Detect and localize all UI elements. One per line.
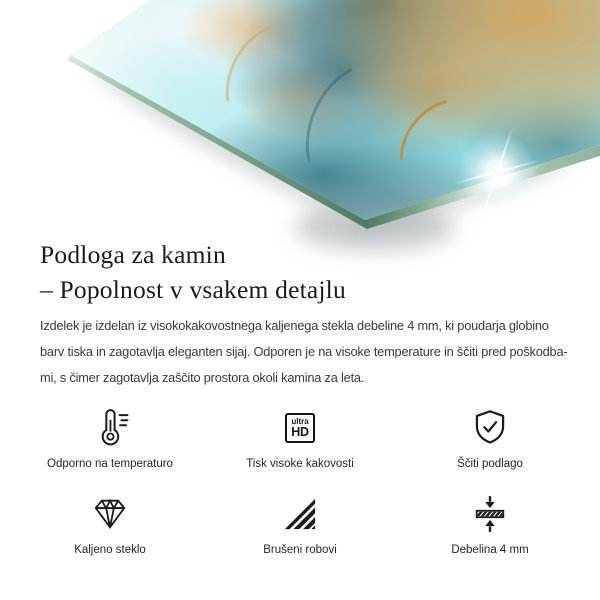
- feature-item-thickness: [395, 492, 585, 556]
- uhd-badge-bottom: HD: [291, 425, 309, 439]
- feature-item-temperature: [15, 406, 205, 470]
- ultra-hd-icon: [285, 406, 315, 450]
- feature-item-polished-edges: [205, 492, 395, 556]
- shield-check-icon: [468, 406, 512, 450]
- product-info-section: [0, 237, 600, 556]
- description-line: mi, s čimer zagotavlja zaščito prostora okoli kamina za leta.: [40, 370, 365, 385]
- feature-label: Kaljeno steklo: [74, 544, 146, 556]
- feature-item-print-quality: [205, 406, 395, 470]
- beveled-edge-icon: [278, 492, 322, 536]
- description-line: Izdelek je izdelan iz visokokakovostnega kaljenega stekla debeline 4 mm, ki poudarja globino: [40, 318, 549, 333]
- description-line: barv tiska in zagotavlja eleganten sijaj. Odporen je na visoke temperature in ščiti pred poškodba-: [40, 344, 568, 359]
- feature-label: Odporno na temperaturo: [47, 458, 173, 470]
- teal-vein: [286, 46, 430, 210]
- page-title: [40, 237, 560, 307]
- features-grid: [15, 406, 585, 556]
- product-photo: [0, 0, 600, 233]
- feature-label: Brušeni robovi: [263, 544, 337, 556]
- uhd-badge-top: ultra: [291, 417, 309, 426]
- diamond-icon: [87, 492, 133, 536]
- product-description: [40, 313, 568, 391]
- feature-label: Ščiti podlago: [457, 458, 523, 470]
- feature-label: Tisk visoke kakovosti: [246, 458, 354, 470]
- gold-vein: [207, 6, 339, 149]
- feature-label: Debelina 4 mm: [451, 544, 529, 556]
- thickness-arrows-icon: [468, 492, 512, 536]
- thermometer-icon: [87, 406, 133, 450]
- title-line-1: Podloga za kamin: [40, 240, 226, 269]
- feature-item-tempered-glass: [15, 492, 205, 556]
- title-line-2: – Popolnost v vsakem detajlu: [40, 275, 346, 304]
- feature-item-protection: [395, 406, 585, 470]
